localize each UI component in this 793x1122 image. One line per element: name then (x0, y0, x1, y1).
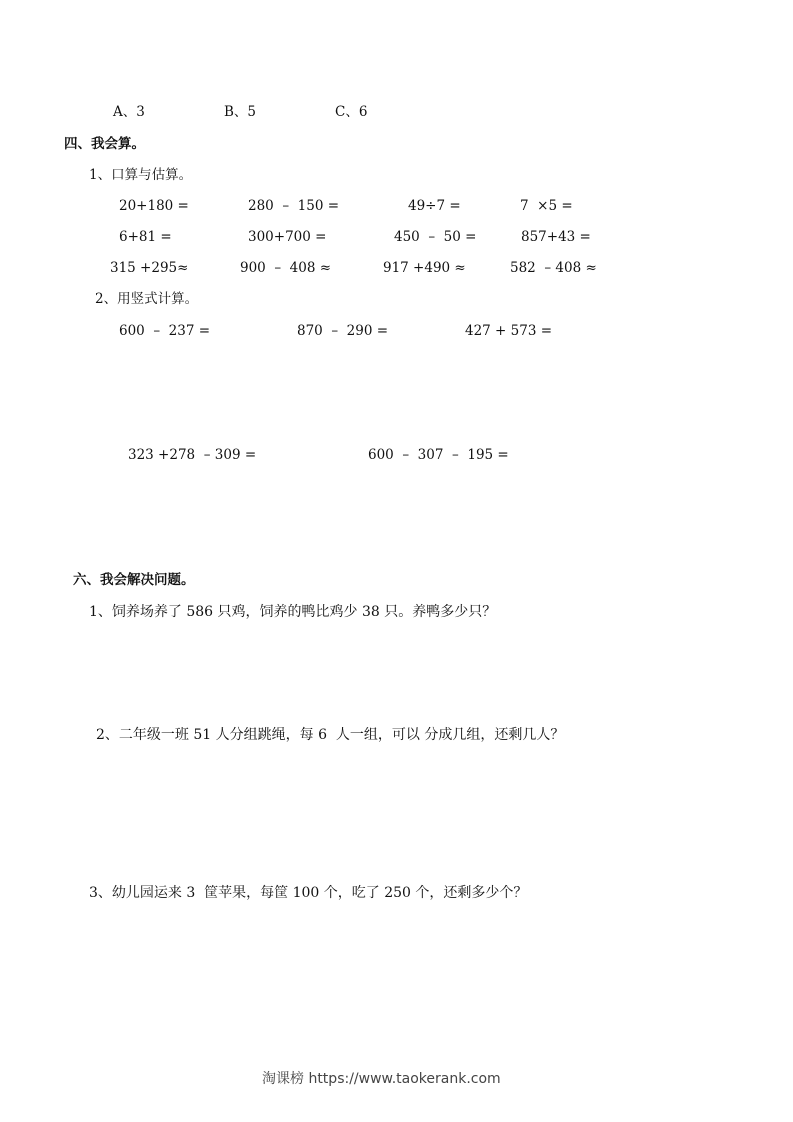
section-4-title: 四、我会算。 (64, 136, 145, 152)
part-2-label: 2、用竖式计算。 (95, 291, 199, 307)
mental-calc-1-2: 280 – 150 = (248, 198, 340, 214)
choice-b: B、5 (224, 104, 257, 120)
mental-calc-2-1: 6+81 = (119, 229, 172, 245)
mental-calc-2-3: 450 – 50 = (394, 229, 477, 245)
vertical-calc-3: 427 + 573 = (465, 323, 553, 339)
word-problem-1: 1、饲养场养了 586 只鸡，饲养的鸭比鸡少 38 只。养鸭多少只？ (89, 604, 497, 620)
vertical-calc-5: 600 – 307 – 195 = (368, 447, 509, 463)
mental-calc-2-2: 300+700 = (248, 229, 327, 245)
mental-calc-2-4: 857+43 = (521, 229, 591, 245)
vertical-calc-2: 870 – 290 = (297, 323, 389, 339)
estimate-3: 917 +490 ≈ (383, 260, 466, 276)
section-6-title: 六、我会解决问题。 (73, 572, 195, 588)
mental-calc-1-4: 7 ×5 = (520, 198, 573, 214)
estimate-2: 900 – 408 ≈ (240, 260, 332, 276)
estimate-4: 582 – 408 ≈ (510, 260, 597, 276)
vertical-calc-1: 600 – 237 = (119, 323, 211, 339)
word-problem-3: 3、幼儿园运来 3 筐苹果，每筐 100 个，吃了 250 个，还剩多少个？ (89, 885, 528, 901)
choice-a: A、3 (113, 104, 145, 120)
estimate-1: 315 +295≈ (110, 260, 189, 276)
mental-calc-1-1: 20+180 = (119, 198, 189, 214)
mental-calc-1-3: 49÷7 = (408, 198, 461, 214)
word-problem-2: 2、二年级一班 51 人分组跳绳，每 6 人一组，可以 分成几组，还剩几人？ (96, 727, 565, 743)
choice-c: C、6 (335, 104, 368, 120)
part-1-label: 1、口算与估算。 (89, 167, 193, 183)
vertical-calc-4: 323 +278 – 309 = (128, 447, 257, 463)
footer-watermark: 淘课榜 https://www.taokerank.com (262, 1071, 501, 1087)
